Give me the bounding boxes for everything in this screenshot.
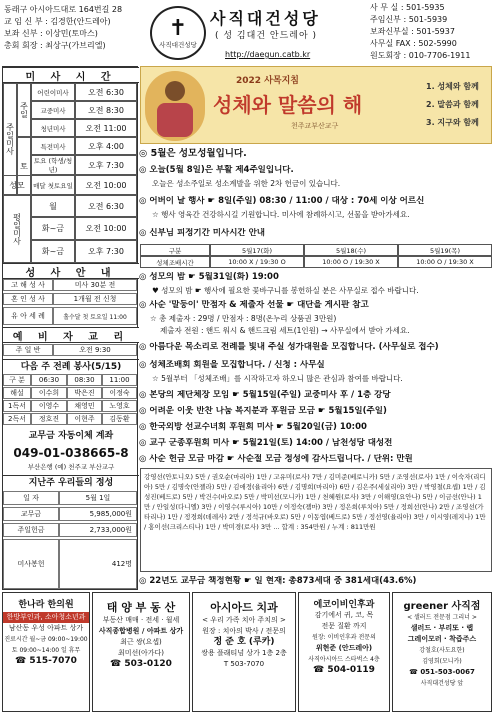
announcement: ◎ 성체조배회 회원을 모집합니다. / 신청 : 사무실 [139, 360, 325, 370]
ad-line: 감기에서 귀, 코, 목 [314, 611, 374, 619]
schedule-header: 5월19(목) [398, 244, 492, 256]
sacrament-value: 1개월 전 신청 [53, 293, 137, 305]
sacrament-row [3, 307, 139, 325]
account-number: 049-01-038665-8 [13, 446, 129, 460]
duty-person: 노영호 [102, 400, 137, 412]
duty-person: 채영민 [67, 400, 102, 412]
ad-line: 사직종합병원 / 아파트 상가 [98, 627, 184, 635]
banner-item: 2. 말씀과 함께 [426, 100, 479, 109]
church-title: 사직대건성당 [210, 9, 321, 28]
duty-header-row [3, 374, 139, 386]
header-right-info [370, 2, 492, 62]
announcement: ◎ 아름다운 목소리로 전례를 빛내 주실 성가대원을 모집합니다. (사무실로 접수) [139, 342, 439, 352]
announcement: ◎ 사순 '말둥이' 만점자 & 제출자 선물 ☛ 대단을 게시판 참고 [139, 300, 369, 310]
announcement: ☆ 총 제출자 : 29명 / 만점자 : 8명(온누리 상품권 3만원) [150, 314, 337, 323]
ad-title: 아시아드 치과 [210, 601, 278, 614]
tithe-status: ◎ 22년도 교무금 책정현황 ☛ 일 현재: 총873세대 중 381세대(43.6%) [139, 576, 417, 586]
church-url[interactable]: http://daegun.catb.kr [225, 50, 311, 59]
schedule-cell: 10:00 X / 19:30 O [210, 256, 304, 268]
ad-taeyang-realty[interactable] [92, 592, 190, 712]
left-column [2, 66, 138, 590]
announcement: ◎ 성모의 밤 ☛ 5월31일(화) 19:00 [139, 272, 279, 282]
duty-person: 김동환 [102, 413, 137, 425]
pastor-phone: 주임신부 : 501-5939 [370, 15, 448, 24]
ad-line: 쌍용 플래티넘 상가 1층 2층 [201, 649, 287, 657]
catechism-row [3, 344, 139, 356]
ad-line: 전문 질환 까지 [321, 622, 367, 630]
banner-illustration [145, 71, 205, 141]
church-logo [150, 6, 206, 60]
mass-times-title: 미 사 시 간 [3, 67, 139, 83]
sacraments-title: 성 사 안 내 [3, 263, 139, 279]
ad-line: 진료시간 월~금 09:00~19:00 [4, 636, 88, 643]
ad-phone: ☎ 515-7070 [15, 656, 77, 666]
ad-eco-ent[interactable] [298, 592, 390, 712]
sunday-mass-label: 주일미사 [3, 83, 17, 195]
catechism-title: 예 비 자 교 리 [3, 327, 139, 343]
duty-person: 정호진 [31, 413, 67, 425]
sacrament-label: 혼 인 성 사 [3, 293, 53, 305]
banner-year-title: 2022 사목지침 [236, 76, 299, 86]
duty-header: 구 분 [3, 374, 31, 386]
schedule-cell: 성체조배시간 [140, 256, 210, 268]
announcement: ◎ 교구 군종후원회 미사 ☛ 5월21일(토) 14:00 / 남천성당 대성전 [139, 438, 393, 448]
banner-sub: 천주교부산교구 [291, 122, 339, 130]
weekday-row-label: 화~금 [31, 217, 75, 240]
pastoral-banner [140, 66, 492, 144]
ad-phone: T 503-7070 [223, 660, 265, 668]
donation-list [140, 468, 492, 572]
assistant-phone: 보좌신부실 : 501-5937 [370, 27, 455, 36]
duty-role: 2독서 [3, 413, 31, 425]
weekday-row-time: 오전 10:00 [75, 217, 137, 240]
finance-label: 미사봉헌 [3, 539, 59, 589]
marian-mass-label: 성모 [3, 175, 31, 195]
cross-icon: ✝ [168, 15, 188, 41]
header-left-info [4, 4, 144, 52]
ad-line: 사직대건성당 앞 [420, 680, 464, 687]
ad-line: 부동산 매매 · 전세 · 월세 [102, 616, 180, 624]
ad-line: 정 준 호 (루카) [213, 637, 275, 647]
ad-title: greener 사직점 [403, 601, 481, 612]
finance-row [3, 507, 139, 521]
finance-header: 일 자 [3, 491, 59, 505]
weekday-row-label: 월 [31, 195, 75, 217]
finance-value: 5,985,000원 [59, 507, 137, 521]
catechism-label: 주 일 반 [3, 344, 53, 356]
banner-item: 3. 지구와 함께 [426, 118, 479, 127]
pastor-info: 교 임 신 부 : 김경한(안드레아) [4, 17, 111, 26]
account-title: 교무금 자동이체 계좌 [28, 431, 114, 441]
schedule-cell: 10:00 O / 19:30 X [398, 256, 492, 268]
ad-line: < 샐러드 전문점 그리너 > [407, 614, 477, 621]
duty-person: 이영수 [31, 400, 67, 412]
ad-phone: ☎ 051-503-0067 [409, 668, 475, 676]
ad-line: 남산동 우성 아파트 상가 [8, 624, 84, 632]
logo-text: 사직대건성당 [159, 40, 197, 49]
assistant-priest-info: 보좌 신부 : 이상민(토마스) [4, 29, 98, 38]
announcement: ◎ 오늘(5월 8일)은 부활 제4주일입니다. [139, 165, 294, 175]
mass-row-label: 토요 (학생/청년) [31, 155, 75, 175]
banner-main-title: 성체와 말씀의 해 [213, 93, 363, 117]
ad-line: 최미선(아가다) [117, 649, 165, 657]
weekday-row-time: 오전 6:30 [75, 195, 137, 217]
church-address: 동래구 아시아드대로 164번길 28 [4, 5, 123, 14]
president-phone: 원도회장 : 010-7706-1911 [370, 51, 471, 60]
mass-row-label: 매달 첫토요일 [31, 175, 75, 195]
mass-row-time: 오전 11:00 [75, 119, 137, 137]
duty-header: 11:00 [102, 374, 137, 386]
ad-title: 한나라 한의원 [18, 600, 74, 610]
ad-line: 토 09:00~14:00 일 휴무 [11, 647, 81, 654]
schedule-header: 구분 [140, 244, 210, 256]
duty-row [3, 413, 139, 425]
mass-row-label: 특전미사 [31, 137, 75, 155]
announcement: 오늘은 성소주일로 성소계발을 위한 2차 헌금이 있습니다. [152, 179, 341, 188]
ad-line: < 우리 가족 치아 주치의 > [202, 616, 286, 624]
ad-line: 그레이모러 · 착즙주스 [407, 635, 477, 643]
finance-row [3, 523, 139, 537]
ad-asiad-dental[interactable] [192, 592, 296, 712]
mass-row-time: 오후 7:30 [75, 155, 137, 175]
announcement: ♥ 성모의 밤 ☛ 행사에 필요한 꽃바구니를 봉헌하실 분은 사무실로 접수 바랍니다. [152, 286, 419, 295]
mass-row-time: 오전 6:30 [75, 83, 137, 101]
duty-title: 다음 주 전례 봉사(5/15) [3, 359, 139, 373]
priest-schedule-table [140, 244, 492, 268]
duty-row [3, 400, 139, 412]
catechism-value: 오전 9:30 [53, 344, 137, 356]
mass-row-label: 청년미사 [31, 119, 75, 137]
ad-hanara-clinic[interactable] [2, 592, 90, 712]
saturday-group-label: 토 [17, 137, 31, 195]
announcement: ◎ 어버이 날 행사 ☛ 8일(주일) 08:30 / 11:00 / 대상 : 70세 이상 어르신 [139, 196, 425, 206]
mass-row-time: 오전 10:00 [75, 175, 137, 195]
ad-line: 원장 : 치아의 박사 / 전문의 [202, 627, 286, 635]
ad-title: 에코이비인후과 [313, 600, 375, 610]
finance-row [3, 539, 139, 589]
weekday-mass-label: 평일미사 [3, 195, 31, 263]
sacrament-label: 고 해 성 사 [3, 279, 53, 291]
announcement: ◎ 어려운 이웃 반찬 나눔 복지분과 후원금 모금 ☛ 5월15일(주일) [139, 406, 387, 416]
sacrament-row [3, 293, 139, 305]
donation-text: 강영선(안토니오) 5만 / 권오순(마리아) 1만 / 고유미(로사) 7만 / 김미준(베로니카) 5만 / 조영선(로사) 1만 / 이숙자(리디아) 5만 / 김명숙(안젤라) 5만 / 김애정(율리아) 6만 / 김명희(마리아) 6만 / 김은주(세실리아) 3만 / 박영철(요셉) 1만 / 김성진(베드로) 5만 / 박건수(바오로) 5만 / 박미선(모니카) 1만 / 천혜원(로사) 3만 / 이해영(요안나) 5만 / 이금선(안나) 1만 / 안일성(다니엘) 3만 / 이영수(루시아) 10만 / 이정숙(젬마) 3만 / 정은희(루치아) 5만 / 정희선(안나) 2만 / 조영선(가타리나) 1만 / 정경희(데레사) 2만 / 정석규(바오로) 5만 / 이동엽(베드로) 5만 / 정선영(율리아) 3만 / 이시영(레지나) 1만 / 홍이선(크리스티나) 1만 / 박미경(로사) 3만 ... 합계 : 354만원 / 누계 : 811만원 [144, 473, 486, 531]
announcement: 제출자 전원 : 핸드 워시 & 핸드크림 세트(1인원) → 사무실에서 받아 가세요. [160, 326, 410, 335]
duty-person: 이현주 [67, 413, 102, 425]
announcement: ◎ 5월은 성모성월입니다. [139, 148, 247, 159]
office-fax: 사무실 FAX : 502-5990 [370, 39, 457, 48]
mass-row-label: 교중미사 [31, 101, 75, 119]
sacrament-row [3, 279, 139, 291]
announcement: ◎ 신부님 피정기간 미사시간 안내 [139, 228, 265, 238]
schedule-header: 5월18(수) [304, 244, 398, 256]
account-bank: 부산은행 (예) 천주교 부산교구 [27, 463, 115, 471]
finance-label: 교무금 [3, 507, 59, 521]
weekday-row-label: 화~금 [31, 240, 75, 263]
church-subtitle: ( 성 김대건 안드레아 ) [215, 31, 318, 41]
ad-line: 위현준 (안드레아) [315, 644, 373, 652]
duty-person: 이정숙 [102, 387, 137, 399]
finance-value: 412명 [59, 539, 137, 589]
mass-row-time: 오후 4:00 [75, 137, 137, 155]
mass-row-label: 어린이미사 [31, 83, 75, 101]
ad-phone: ☎ 504-0119 [313, 665, 375, 675]
schedule-header: 5월17(화) [210, 244, 304, 256]
announcement: ☆ 5월부터 「성체조배」를 시작하고자 하오니 많은 관심과 참여를 바랍니다. [152, 374, 403, 383]
sacrament-value: 미사 30분 전 [53, 279, 137, 291]
duty-role: 해설 [3, 387, 31, 399]
ad-line: 샐러드 · 부리또 · 랩 [410, 624, 474, 632]
ad-phone: ☎ 503-0120 [110, 659, 172, 669]
weekday-row-time: 오후 7:30 [75, 240, 137, 263]
announcement: ◎ 본당의 제단체장 모임 ☛ 5월15일(주일) 교중미사 후 / 1층 강당 [139, 390, 391, 400]
mass-row-time: 오전 8:30 [75, 101, 137, 119]
banner-item: 1. 성체와 함께 [426, 82, 479, 91]
announcement: ◎ 사순 헌금 모금 마감 ☛ 사순절 모금 정성에 감사드립니다. / 단위: 만원 [139, 454, 413, 464]
finance-title: 지난주 우리들의 정성 [3, 475, 139, 489]
announcement: ◎ 한국외방 선교수녀회 후원회 미사 ☛ 5월20일(금) 10:00 [139, 422, 367, 432]
finance-header: 5월 1일 [59, 491, 137, 505]
finance-label: 주일헌금 [3, 523, 59, 537]
sacrament-value: 홀수달 첫 토요일 11:00 [53, 307, 137, 325]
sacrament-label: 유 아 세 례 [3, 307, 53, 325]
office-phone: 사 무 실 : 501-5935 [370, 3, 445, 12]
announcement: ☆ 행사 영육간 건강하시길 기원합니다. 미사에 참례하시고, 선물을 받아가세요. [152, 210, 410, 219]
duty-header: 06:30 [31, 374, 67, 386]
duty-role: 1독서 [3, 400, 31, 412]
ad-line: 최근 쌍(요셉) [120, 638, 162, 646]
ad-greener[interactable] [392, 592, 492, 712]
ad-line: 김영희(모니카) [422, 658, 462, 665]
sunday-group-label: 주일 [17, 83, 31, 137]
duty-header: 08:30 [67, 374, 102, 386]
ad-line: 사직아시아드 스타벅스 4층 [308, 656, 380, 663]
council-president-info: 총회 회장 : 최상구(가브리엘) [4, 41, 106, 50]
ad-line: 강철호(사도요한) [419, 647, 465, 654]
duty-person: 이수희 [31, 387, 67, 399]
schedule-cell: 10:00 O / 19:30 X [304, 256, 398, 268]
ad-line: 원장: 이비인후과 전문의 [312, 634, 376, 641]
ad-title: 태 양 부 동 산 [106, 601, 176, 614]
finance-header-row [3, 491, 139, 505]
duty-person: 박은진 [67, 387, 102, 399]
ad-line: 한방부인과, 소아청소년과 [3, 612, 89, 623]
finance-value: 2,733,000원 [59, 523, 137, 537]
duty-row [3, 387, 139, 399]
